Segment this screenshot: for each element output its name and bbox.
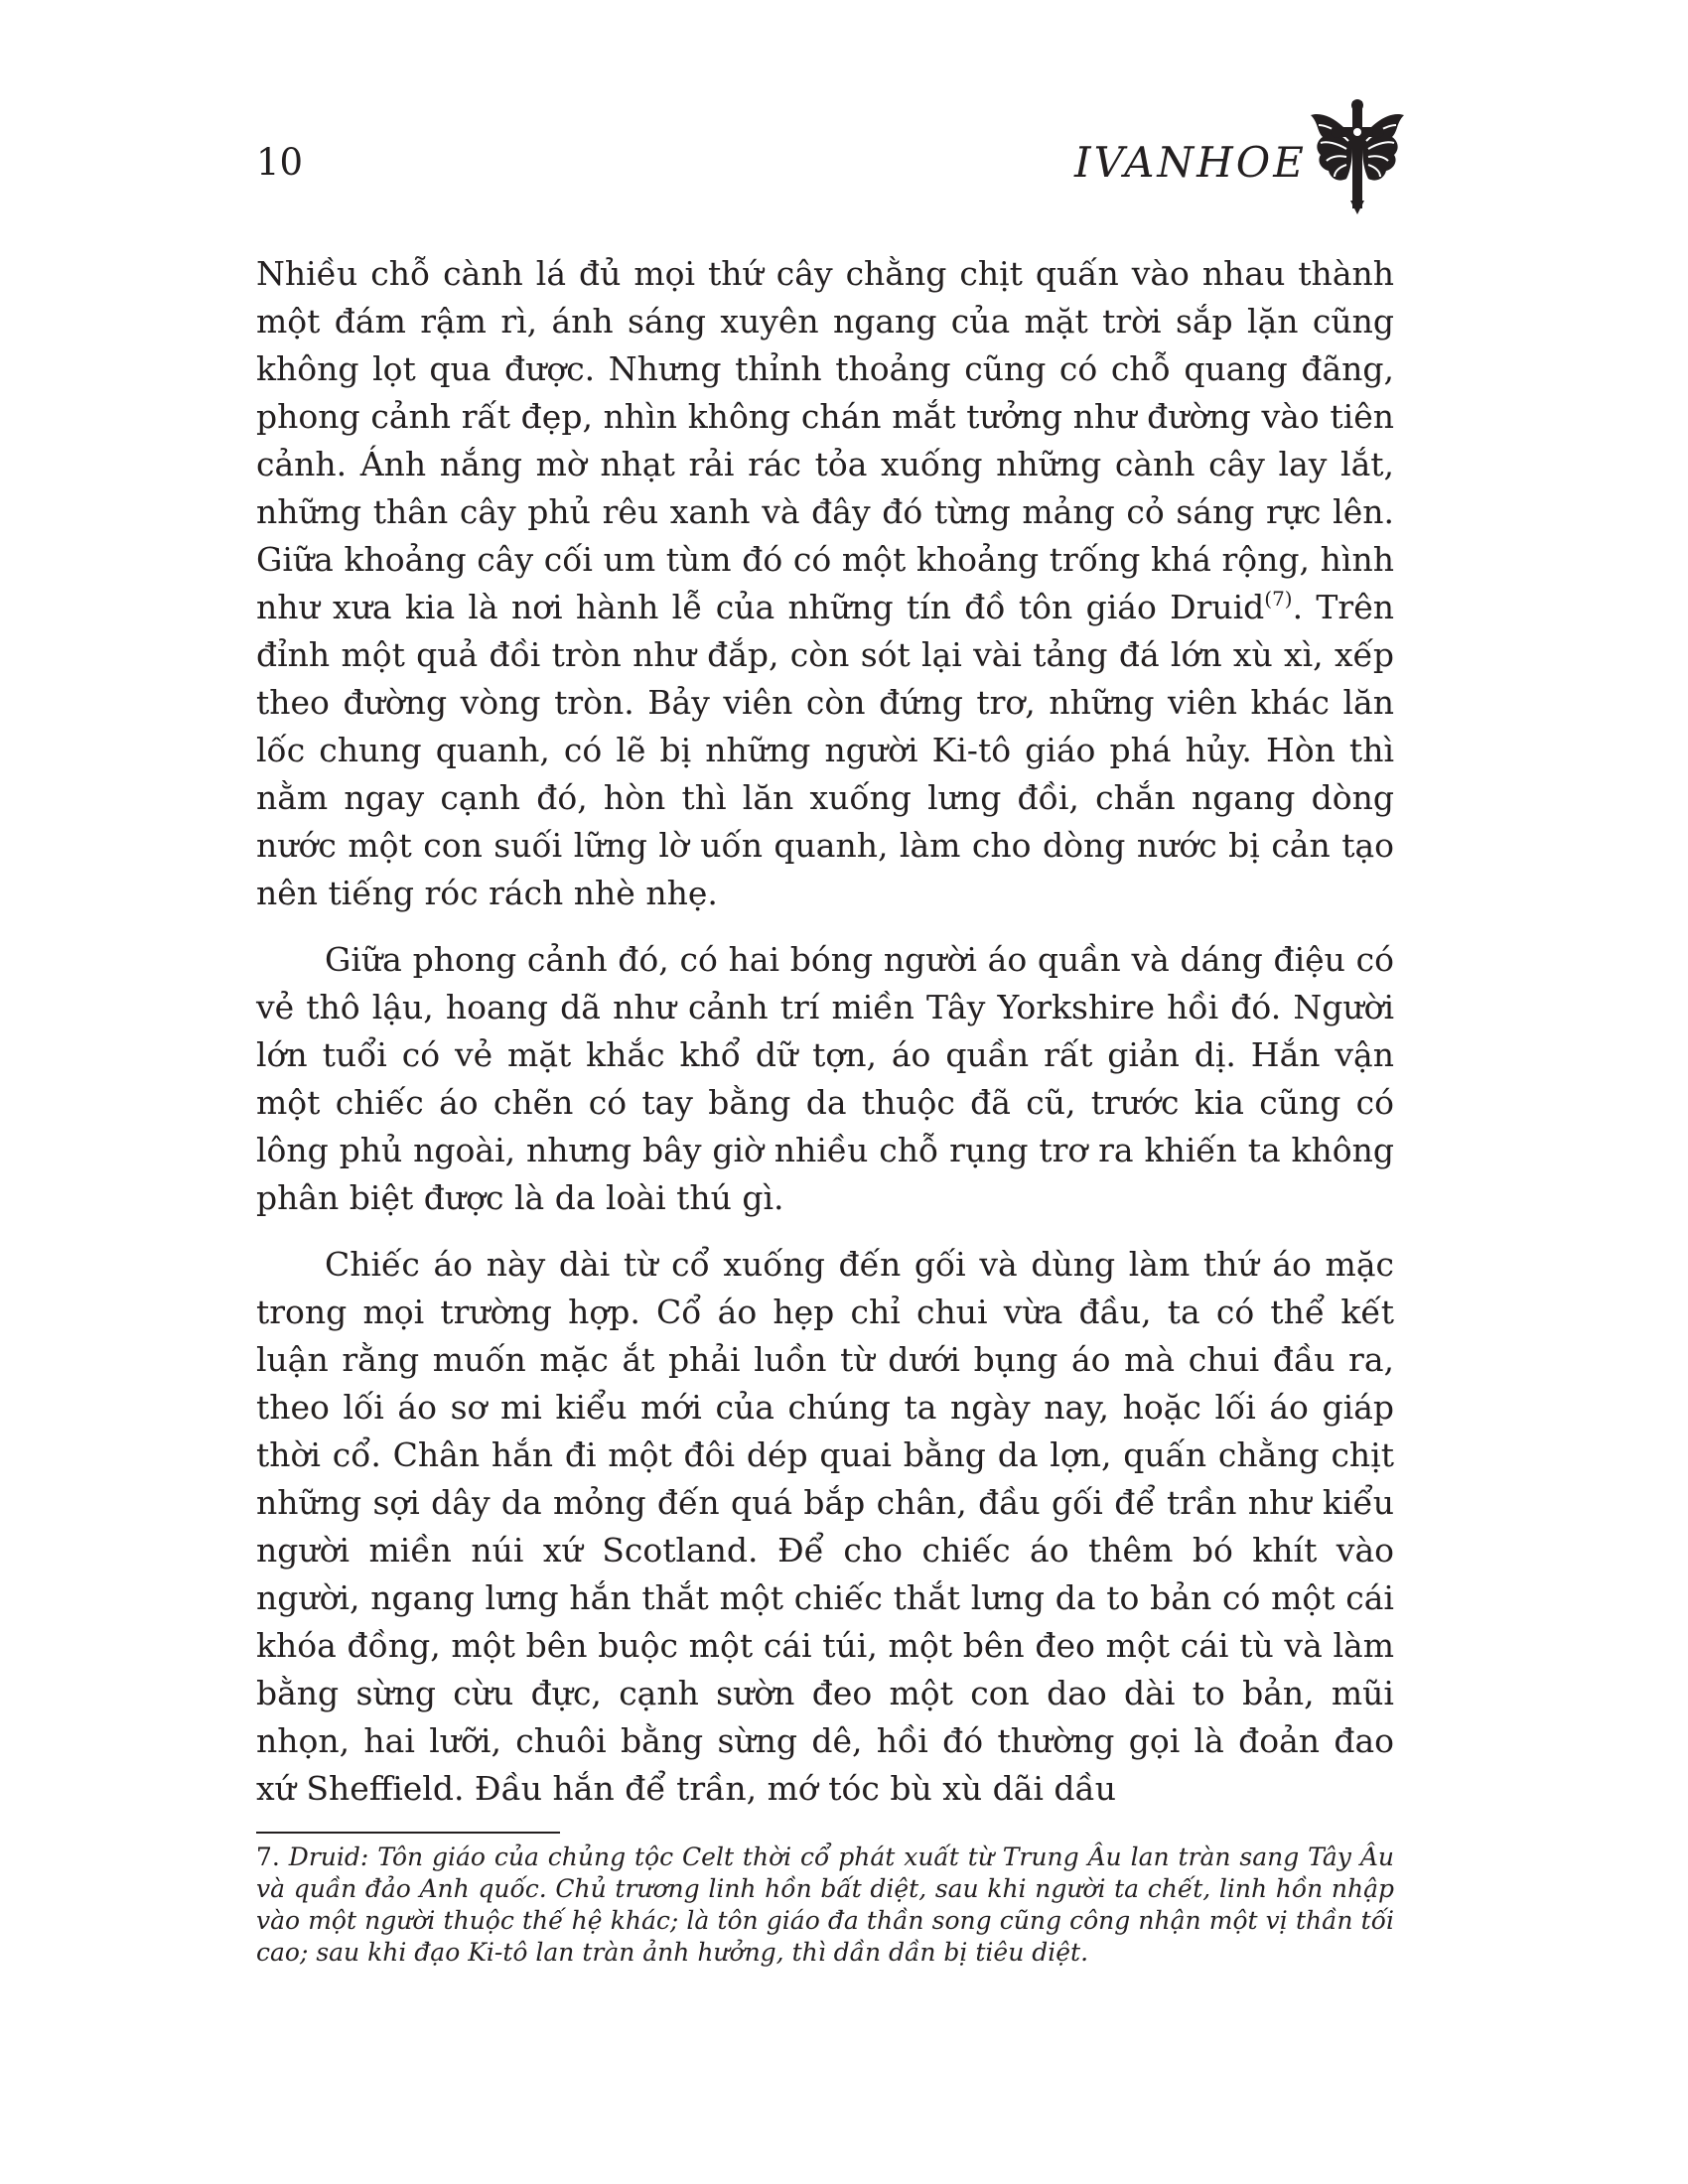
paragraph: Giữa phong cảnh đó, có hai bóng người áo quần và dáng điệu có vẻ thô lậu, hoang dã như cảnh trí miền Tây Yorkshire hồi đó. Người lớn tuổi có vẻ mặt khắc khổ dữ tợn, áo quần rất giản dị. Hắn vận một chiếc áo chẽn có tay bằng da thuộc đã cũ, trước kia cũng có lông phủ ngoài, nhưng bây giờ nhiều chỗ rụng trơ ra khiến ta không phân biệt được là da loài thú gì. [256, 940, 1394, 1217]
running-title: IVANHOE [1074, 138, 1307, 187]
footnote [256, 1842, 1394, 1969]
paragraph-text: Nhiều chỗ cành lá đủ mọi thứ cây chằng chịt quấn vào nhau thành một đám rậm rì, ánh sáng xuyên ngang của mặt trời sắp lặn cũng không lọt qua được. Nhưng thỉnh thoảng cũng có chỗ quang đãng, phong cảnh rất đẹp, nhìn không chán mắt tưởng như đường vào tiên cảnh. Ánh nắng mờ nhạt rải rác tỏa xuống những cành cây lay lắt, những thân cây phủ rêu xanh và đây đó từng mảng cỏ sáng rực lên. Giữa khoảng cây cối um tùm đó có một khoảng trống khá rộng, hình như xưa kia là nơi hành lễ của những tín đồ tôn giáo Druid [256, 254, 1394, 626]
footnote-number: 7. [256, 1843, 280, 1871]
paragraph-text: . Trên đỉnh một quả đồi tròn như đắp, còn sót lại vài tảng đá lớn xù xì, xếp theo đường vòng tròn. Bảy viên còn đứng trơ, những viên khác lăn lốc chung quanh, có lẽ bị những người Ki-tô giáo phá hủy. Hòn thì nằm ngay cạnh đó, hòn thì lăn xuống lưng đồi, chắn ngang dòng nước một con suối lững lờ uốn quanh, làm cho dòng nước bị cản tạo nên tiếng róc rách nhè nhẹ. [256, 588, 1394, 912]
winged-cross-icon [1309, 97, 1406, 214]
footnote-reference: (7) [1264, 587, 1293, 611]
footnote-divider [256, 1832, 560, 1834]
paragraph: Chiếc áo này dài từ cổ xuống đến gối và dùng làm thứ áo mặc trong mọi trường hợp. Cổ áo hẹp chỉ chui vừa đầu, ta có thể kết luận rằng muốn mặc ắt phải luồn từ dưới bụng áo mà chui đầu ra, theo lối áo sơ mi kiểu mới của chúng ta ngày nay, hoặc lối áo giáp thời cổ. Chân hắn đi một đôi dép quai bằng da lợn, quấn chằng chịt những sợi dây da mỏng đến quá bắp chân, đầu gối để trần như kiểu người miền núi xứ Scotland. Để cho chiếc áo thêm bó khít vào người, ngang lưng hắn thắt một chiếc thắt lưng da to bản có một cái khóa đồng, một bên buộc một cái túi, một bên đeo một cái tù và làm bằng sừng cừu đực, cạnh sườn đeo một con dao dài to bản, mũi nhọn, hai lưỡi, chuôi bằng sừng dê, hồi đó thường gọi là đoản đao xứ Sheffield. Đầu hắn để trần, mớ tóc bù xù dãi dầu [256, 1245, 1394, 1808]
footnote-text: Druid: Tôn giáo của chủng tộc Celt thời cổ phát xuất từ Trung Âu lan tràn sang Tây Âu và quần đảo Anh quốc. Chủ trương linh hồn bất diệt, sau khi người ta chết, linh hồn nhập vào một người thuộc thế hệ khác; là tôn giáo đa thần song cũng công nhận một vị thần tối cao; sau khi đạo Ki-tô lan tràn ảnh hưởng, thì dần dần bị tiêu diệt. [256, 1843, 1394, 1967]
page-number: 10 [256, 141, 304, 184]
paragraph [256, 250, 1394, 917]
body-text [256, 250, 1394, 1832]
